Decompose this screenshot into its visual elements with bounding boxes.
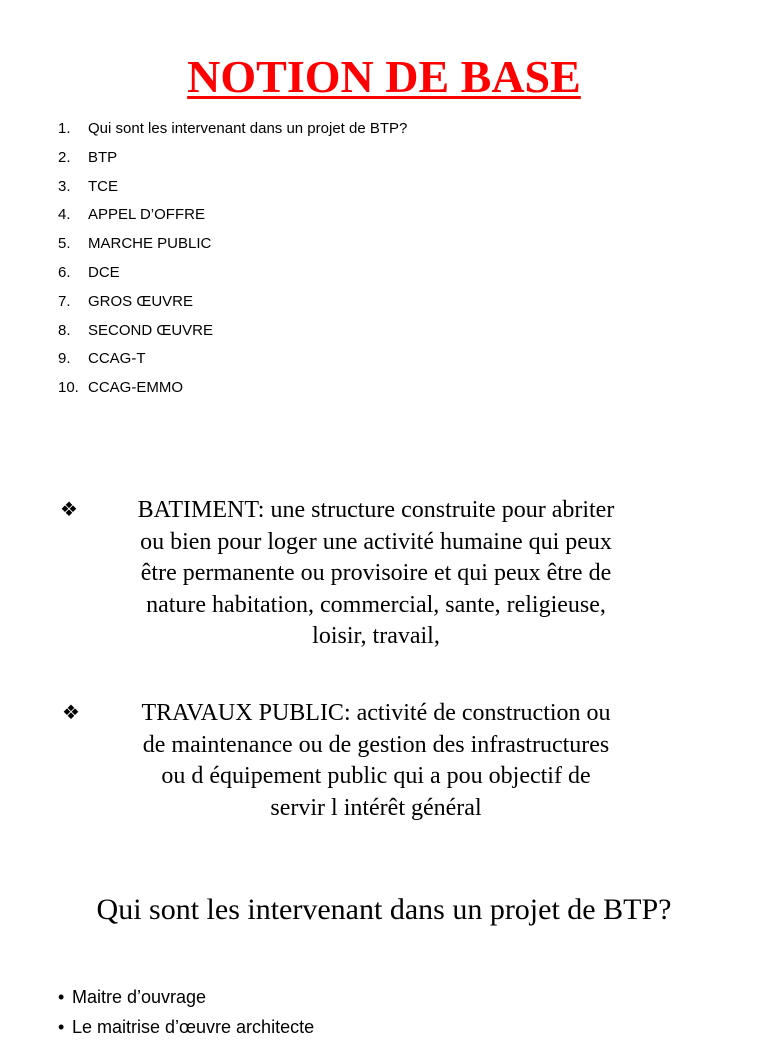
item-text: BTP <box>88 148 118 166</box>
item-number: 7. <box>58 292 71 310</box>
list-item <box>0 173 700 202</box>
list-item <box>0 230 700 259</box>
list-item <box>0 374 700 403</box>
item-number: 8. <box>58 321 71 339</box>
item-text: SECOND ŒUVRE <box>88 321 214 339</box>
item-number: 3. <box>58 177 71 195</box>
definition-batiment <box>60 495 692 653</box>
page-title: NOTION DE BASE <box>187 51 581 102</box>
item-number: 4. <box>58 206 71 224</box>
definition-line: loisir, travail, <box>312 623 440 649</box>
definition-line: TRAVAUX PUBLIC: activité de construction ou <box>141 700 611 726</box>
questions-list <box>0 115 700 403</box>
definition-line: servir l intérêt général <box>270 794 482 821</box>
definition-line: BATIMENT: une structure construite pour abriter <box>137 497 615 523</box>
item-number: 9. <box>58 350 71 368</box>
section-heading: Qui sont les intervenant dans un projet de BTP? <box>96 893 672 926</box>
definition-line: de maintenance ou de gestion des infrastructures <box>142 731 610 758</box>
list-item <box>0 115 700 144</box>
item-number: 2. <box>58 148 71 166</box>
item-text: Qui sont les intervenant dans un projet de BTP? <box>88 120 408 137</box>
item-number: 5. <box>58 235 71 253</box>
definition-line: nature habitation, commercial, sante, religieuse, <box>146 591 606 618</box>
list-item: • Maitre d’ouvrage <box>58 982 314 1012</box>
item-number: 1. <box>58 120 71 137</box>
item-text: TCE <box>88 177 118 195</box>
list-item <box>0 345 700 374</box>
definition-travaux-public <box>60 698 692 824</box>
item-text: GROS ŒUVRE <box>88 292 194 310</box>
definition-line: ou d équipement public qui a pou objectif de <box>161 763 591 789</box>
definition-line: être permanente ou provisoire et qui peux être de <box>140 560 612 586</box>
diamond-bullet-icon: ❖ <box>60 499 78 521</box>
item-number: 6. <box>58 263 71 281</box>
item-text: MARCHE PUBLIC <box>88 235 212 253</box>
list-item <box>0 144 700 173</box>
actors-list <box>58 982 314 1042</box>
list-item <box>0 288 700 317</box>
item-text: CCAG-T <box>88 350 146 368</box>
definition-line: ou bien pour loger une activité humaine qui peux <box>140 528 612 555</box>
list-item <box>0 201 700 230</box>
list-item <box>0 259 700 288</box>
item-number: 10. <box>58 379 79 397</box>
item-text: APPEL D’OFFRE <box>88 206 205 224</box>
item-text: CCAG-EMMO <box>88 379 183 397</box>
list-item <box>0 317 700 346</box>
diamond-bullet-icon: ❖ <box>62 702 80 724</box>
item-text: DCE <box>88 263 120 281</box>
list-item: • Le maitrise d’œuvre architecte <box>58 1012 314 1042</box>
